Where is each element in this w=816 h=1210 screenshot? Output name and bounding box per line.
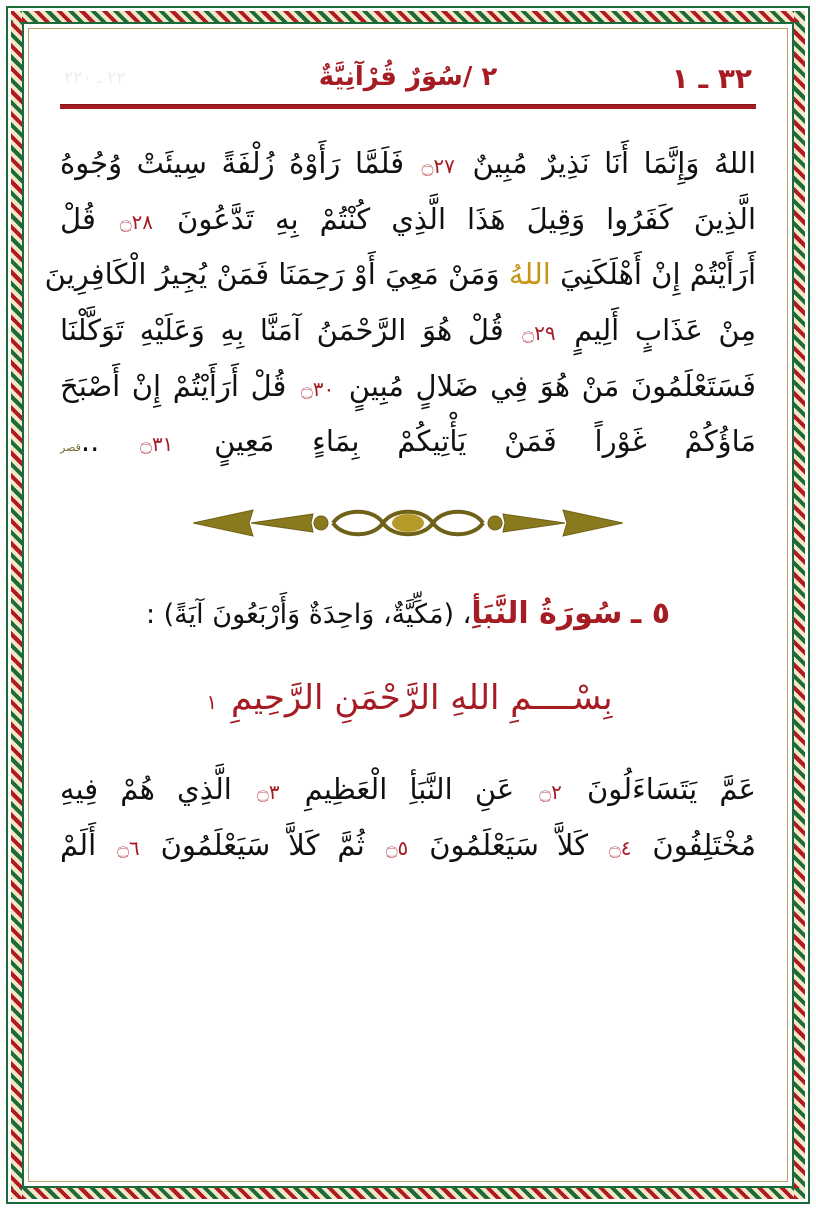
ayah-line xyxy=(60,136,756,192)
lafz-al-jalalah: اللهُ xyxy=(508,257,551,292)
page-content xyxy=(34,34,782,1176)
surah-meta: ، (مَكِّيَّةٌ، وَاحِدَةٌ وَأَرْبَعُونَ آيَةً) : xyxy=(145,599,472,631)
ayah-line xyxy=(60,414,756,470)
ayah-line xyxy=(60,762,756,818)
ayah-text-run: .. xyxy=(80,424,138,459)
ayah-text-run: كَلاَّ سَيَعْلَمُونَ xyxy=(411,827,606,862)
ayah-text-run: مِنْ عَذَابٍ أَلِيمٍ xyxy=(558,313,757,348)
ayah-text-run: اللهُ xyxy=(713,146,756,180)
ayah-number-marker: ۝٢٧ xyxy=(421,154,455,178)
juz-label: ٣٢ ـ ١ xyxy=(671,62,752,95)
ayah-text-run: أَرَأَيْتُمْ إِنْ أَهْلَكَنِيَ xyxy=(550,257,756,292)
ayah-number-marker: ۝٦ xyxy=(117,835,140,860)
ayah-text-run: وَمَنْ مَعِيَ أَوْ رَحِمَنَا فَمَنْ يُجِيرُ الْكَافِرِينَ xyxy=(44,257,509,292)
margin-note: قصر xyxy=(60,441,81,455)
ayah-text-run: وَإِنَّمَا أَنَا نَذِيرٌ مُبِينٌ xyxy=(457,146,714,180)
ayah-text-run: قُلْ هُوَ الرَّحْمَنُ آمَنَّا بِهِ وَعَلَيْهِ تَوَكَّلْنَا xyxy=(60,313,520,348)
ayah-text-run: الَّذِي هُمْ فِيهِ xyxy=(60,772,254,807)
ayah-text-run: عَنِ النَّبَأِ الْعَظِيمِ xyxy=(282,772,537,807)
ayah-text-run: مَاؤُكُمْ غَوْراً فَمَنْ يَأْتِيكُمْ بِمَاءٍ مَعِينٍ xyxy=(176,424,756,459)
ayah-text-run: فَلَمَّا رَأَوْهُ زُلْفَةً سِيئَتْ وُجُوهُ xyxy=(60,146,419,180)
surah-index: ٥ ـ xyxy=(631,596,671,632)
ayah-number-marker: ۝٥ xyxy=(385,835,409,860)
basmala-text: بِسْــــمِ اللهِ الرَّحْمَنِ الرَّحِيمِ xyxy=(230,678,613,719)
ayah-block-previous-surah xyxy=(44,136,760,470)
ayah-line xyxy=(60,818,756,874)
ayah-text-run: أَلَمْ xyxy=(60,827,115,862)
ayah-number-marker: ۝٣١ xyxy=(140,432,174,457)
ayah-text-run: ثُمَّ كَلاَّ سَيَعْلَمُونَ xyxy=(142,827,383,862)
ornamental-divider xyxy=(193,500,623,546)
ayah-text-run: فَسَتَعْلَمُونَ مَنْ هُوَ فِي ضَلالٍ مُبِينٍ xyxy=(337,368,756,403)
ayah-block-new-surah xyxy=(56,762,760,873)
surah-heading xyxy=(56,590,760,638)
page-header xyxy=(56,52,760,110)
ayah-line xyxy=(60,303,756,359)
ayah-text-run: الَّذِينَ كَفَرُوا وَقِيلَ هَذَا الَّذِي كُنْتُمْ بِهِ تَدَّعُونَ xyxy=(156,201,756,236)
ayah-text-run: قُلْ xyxy=(60,201,117,236)
ayah-number-marker: ۝٣٠ xyxy=(301,376,335,401)
ayah-number-marker: ۝٢ xyxy=(539,780,562,805)
surah-name: سُورَةُ النَّبَأِ xyxy=(471,596,623,632)
ayah-number-marker: ۝٢٩ xyxy=(522,321,556,346)
ayah-number-marker: ۝٣ xyxy=(256,780,280,805)
ayah-line xyxy=(44,247,756,303)
ayah-number-marker: ۝٤ xyxy=(608,835,632,860)
ayah-text-run: مُخْتَلِفُونَ xyxy=(634,827,756,862)
ayah-text-run: عَمَّ يَتَسَاءَلُونَ xyxy=(564,772,756,807)
page-range-label: ٢٢ ـ ٢٢٠ xyxy=(64,68,126,88)
ayah-line xyxy=(60,192,756,248)
page-title: ٢ /سُوَرٌ قُرْآنِيَّةٌ xyxy=(318,62,498,92)
ayah-number-marker: ١ xyxy=(206,690,218,715)
ayah-text-run: قُلْ أَرَأَيْتُمْ إِنْ أَصْبَحَ xyxy=(60,368,298,403)
header-divider-rule xyxy=(60,104,756,109)
ayah-line xyxy=(60,359,756,415)
ayah-number-marker: ۝٢٨ xyxy=(119,209,154,234)
basmala xyxy=(56,678,760,718)
